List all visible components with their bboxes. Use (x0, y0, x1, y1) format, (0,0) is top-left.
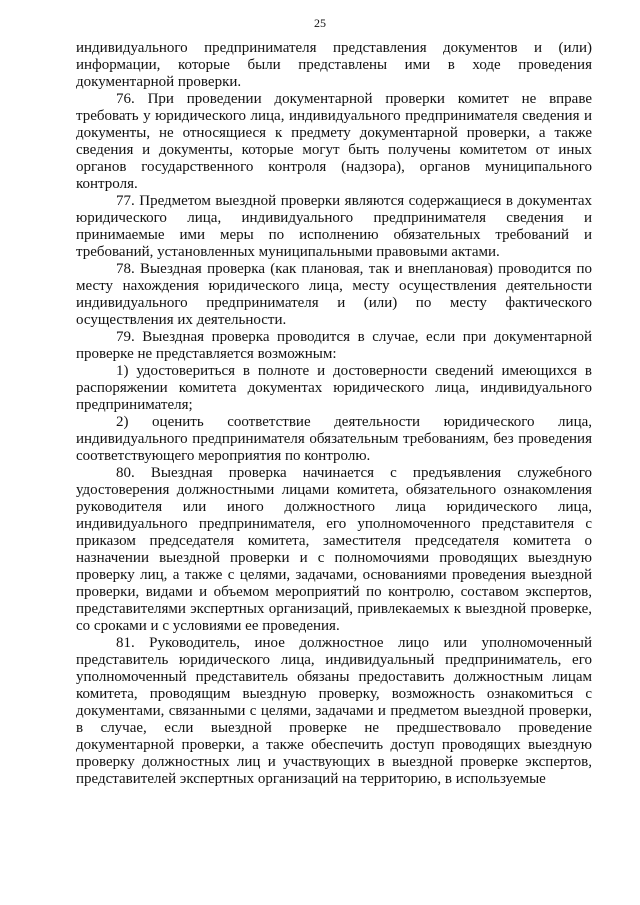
paragraph-continuation: индивидуального предпринимателя представления документов и (или) информации, которые были представлены ими в ходе проведения документарной проверки. (76, 40, 592, 90)
paragraph-80: 80. Выездная проверка начинается с предъявления служебного удостоверения должностными лицами комитета, обязательного ознакомления руководителя или иного должностного лица юридического лица, индивидуального предпринимателя, его уполномоченного представителя с приказом председателя комитета, заместителя председателя комитета о назначении выездной проверки и с полномочиями проводящих выездную проверку лиц, а также с целями, задачами, основаниями проведения выездной проверки, видами и объемом мероприятий по контролю, составом экспертов, представителями экспертных организаций, привлекаемых к выездной проверке, со сроками и с условиями ее проведения. (76, 465, 592, 634)
page-number: 25 (314, 16, 326, 30)
paragraph-76: 76. При проведении документарной проверки комитет не вправе требовать у юридического лица, индивидуального предпринимателя сведения и документы, не относящиеся к предмету документарной проверки, а также сведения и документы, которые могут быть получены комитетом от иных органов государственного контроля (надзора), органов муниципального контроля. (76, 91, 592, 192)
paragraph-79-item-2: 2) оценить соответствие деятельности юридического лица, индивидуального предпринимателя обязательным требованиям, без проведения соответствующего мероприятия по контролю. (76, 414, 592, 464)
paragraph-79: 79. Выездная проверка проводится в случае, если при документарной проверке не представляется возможным: (76, 329, 592, 362)
paragraph-77: 77. Предметом выездной проверки являются содержащиеся в документах юридического лица, индивидуального предпринимателя сведения и принимаемые ими меры по исполнению обязательных требований и требований, установленных муниципальными правовыми актами. (76, 193, 592, 260)
paragraph-81: 81. Руководитель, иное должностное лицо или уполномоченный представитель юридического лица, индивидуальный предприниматель, его уполномоченный представитель обязаны предоставить должностным лицам комитета, проводящим выездную проверку, возможность ознакомиться с документами, связанными с целями, задачами и предметом выездной проверки, в случае, если выездной проверке не предшествовало проведение документарной проверки, а также обеспечить доступ проводящих выездную проверку должностных лиц и участвующих в выездной проверке экспертов, представителей экспертных организаций на территорию, в используемые (76, 635, 592, 787)
document-body (76, 40, 592, 788)
paragraph-79-item-1: 1) удостовериться в полноте и достоверности сведений имеющихся в распоряжении комитета документах юридического лица, индивидуального предпринимателя; (76, 363, 592, 413)
paragraph-78: 78. Выездная проверка (как плановая, так и внеплановая) проводится по месту нахождения юридического лица, месту осуществления деятельности индивидуального предпринимателя и (или) по месту фактического осуществления их деятельности. (76, 261, 592, 328)
